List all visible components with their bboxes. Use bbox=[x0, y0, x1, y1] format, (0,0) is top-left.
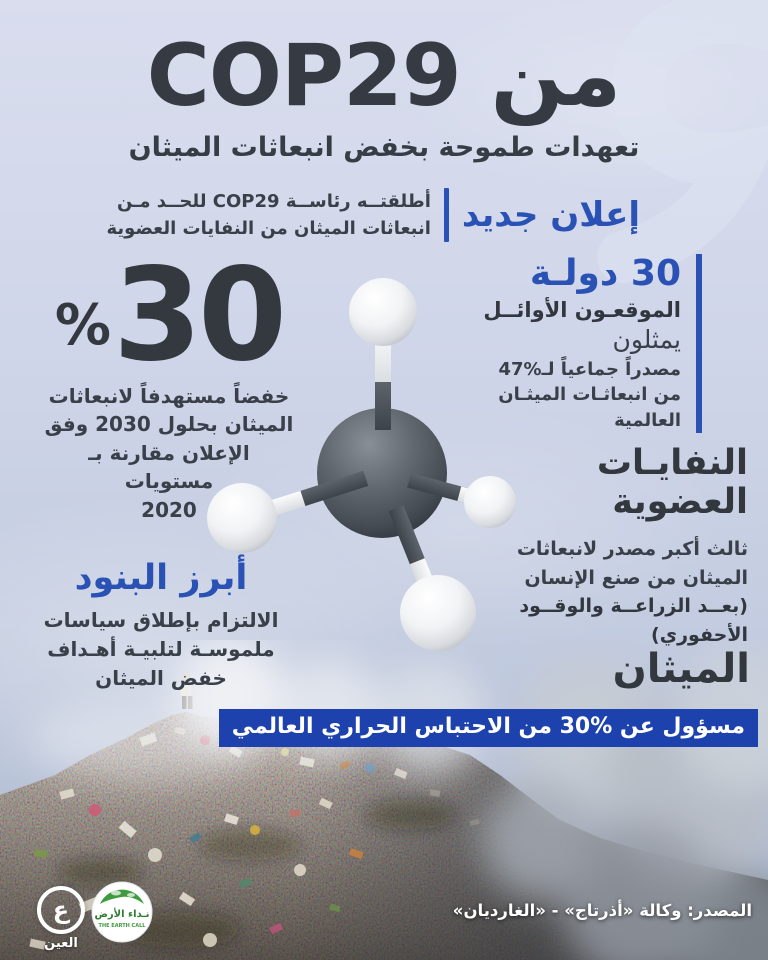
organic-heading-line1: النفايـات bbox=[596, 443, 748, 483]
percent-sign: % bbox=[54, 293, 111, 358]
key-items-body bbox=[42, 606, 280, 693]
alain-logo-icon: ع bbox=[37, 886, 85, 934]
earth-call-label-ar: نـداء الأرض bbox=[94, 909, 150, 920]
key-items-section bbox=[42, 558, 280, 693]
countries-subheading: الموقعـون الأوائــل bbox=[483, 297, 681, 322]
page-title: من COP29 bbox=[146, 26, 622, 126]
key-items-heading: أبرز البنود bbox=[74, 558, 248, 598]
target-line4: 2020 bbox=[141, 497, 197, 522]
announcement-heading: إعلان جديد bbox=[461, 195, 640, 235]
organic-waste-section bbox=[517, 444, 748, 649]
key-items-line2: ملموسـة لتلبيـة أهـداف bbox=[47, 637, 275, 661]
alain-logo-label: العين bbox=[44, 936, 78, 951]
methane-highlight-strip: مسؤول عن %30 من الاحتباس الحراري العالمي bbox=[219, 709, 758, 747]
key-items-line1: الالتزام بإطلاق سياسات bbox=[43, 608, 279, 632]
organic-heading-line2: العضوية bbox=[612, 482, 748, 523]
organic-bold-line2: الأحفوري) bbox=[651, 623, 748, 646]
target-section bbox=[44, 241, 294, 524]
countries-section bbox=[483, 254, 702, 433]
announcement-description bbox=[106, 188, 430, 242]
alain-logo bbox=[34, 886, 88, 951]
organic-line2: الميثان من صنع الإنسان bbox=[524, 566, 748, 589]
target-value: 30 bbox=[112, 241, 284, 390]
methane-heading: الميثان bbox=[612, 646, 750, 692]
target-line3: الإعلان مقارنة بـ مستويات bbox=[88, 440, 250, 494]
page-subtitle: تعهدات طموحة بخفض انبعاثات الميثان bbox=[128, 132, 640, 163]
organic-line1: ثالث أكبر مصدر لانبعاثات bbox=[516, 538, 748, 561]
key-items-line3: خفض الميثان bbox=[95, 666, 227, 690]
countries-line1: مصدراً جماعياً لـ%47 bbox=[498, 358, 681, 380]
target-description bbox=[44, 382, 294, 524]
countries-heading: 30 دولـة bbox=[529, 253, 681, 294]
hydrogen-atom-bottom bbox=[400, 575, 476, 651]
hydrogen-atom-top bbox=[349, 278, 417, 346]
target-line1: خفضاً مستهدفاً لانبعاثات bbox=[48, 384, 290, 408]
countries-verb: يمثلون bbox=[612, 324, 681, 354]
countries-line2: من انبعاثـات الميثـان bbox=[498, 384, 681, 406]
organic-waste-body bbox=[517, 535, 748, 649]
hydrogen-atom-right bbox=[464, 476, 516, 528]
announcement-divider bbox=[444, 188, 449, 242]
announcement-line2: انبعاثات الميثان من النفايات العضوية bbox=[106, 218, 431, 239]
announcement-line1: أطلقتــه رئاســة COP29 للحــد مـن bbox=[116, 191, 431, 212]
countries-line3: العالمية bbox=[614, 409, 681, 431]
target-number bbox=[44, 241, 294, 390]
organic-bold-line1: (بعــد الزراعــة والوقــود bbox=[519, 595, 748, 618]
announcement-section bbox=[106, 188, 640, 242]
earth-call-label-en: THE EARTH CALL bbox=[98, 923, 146, 929]
organic-waste-heading bbox=[517, 444, 748, 522]
source-credit: المصدر: وكالة «أذرتاج» - «الغارديان» bbox=[452, 901, 752, 920]
target-line2: الميثان بحلول 2030 وفق bbox=[44, 412, 294, 437]
earth-call-logo bbox=[90, 880, 154, 944]
